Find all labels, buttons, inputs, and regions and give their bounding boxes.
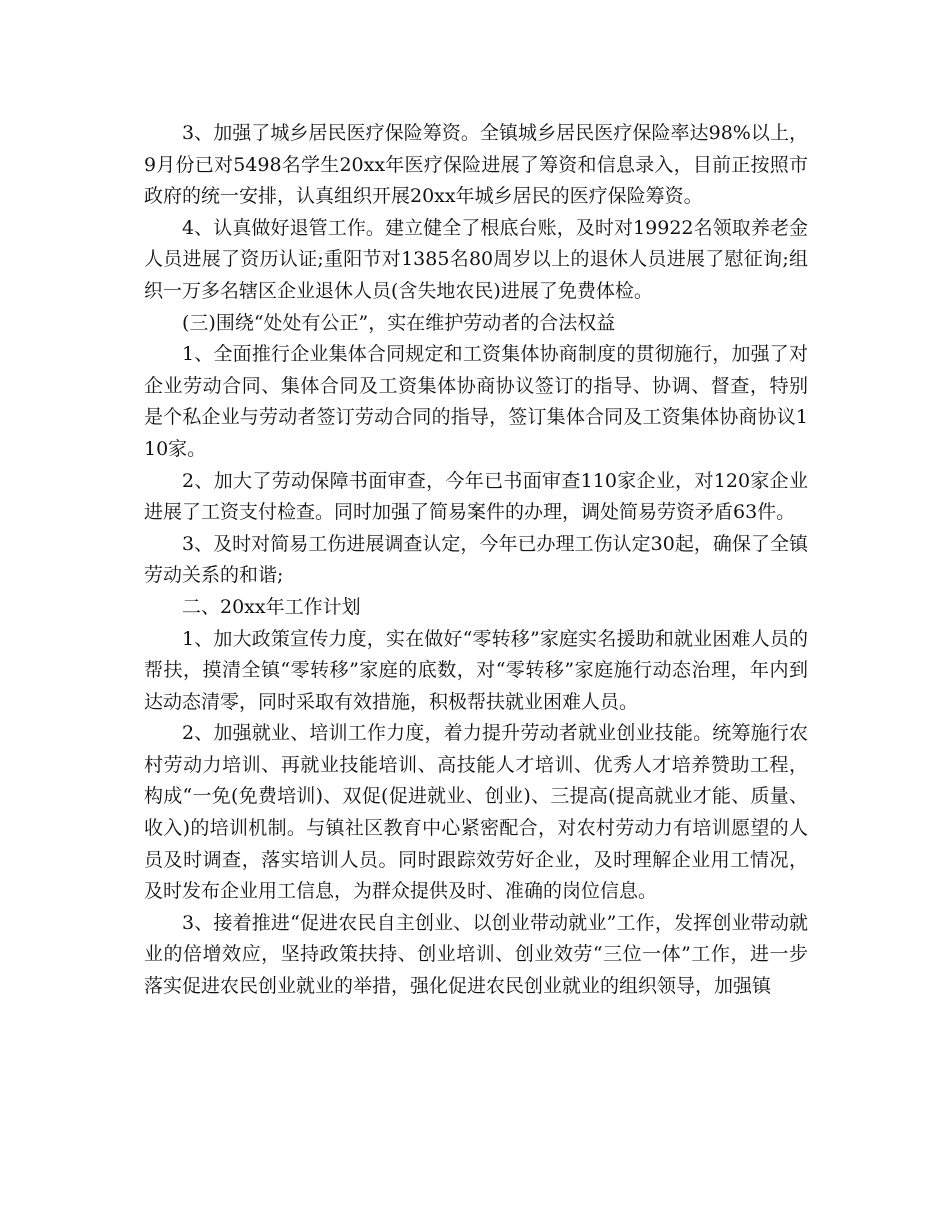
section-heading-fairness: (三)围绕“处处有公正”，实在维护劳动者的合法权益 bbox=[182, 311, 616, 334]
paragraph-collective-contract: 1、全面推行企业集体合同规定和工资集体协商制度的贯彻施行，加强了对企业劳动合同、集体合同及工资集体协商协议签订的指导、协调、督查，特别是个私企业与劳动者签订劳动合同的指导，签订集体合同及工资集体协商协议110家。 bbox=[144, 343, 808, 460]
paragraph-policy-publicity: 1、加大政策宣传力度，实在做好“零转移”家庭实名援助和就业困难人员的帮扶，摸清全镇“零转移”家庭的底数，对“零转移”家庭施行动态治理，年内到达动态清零，同时采取有效措施，积极帮扶就业困难人员。 bbox=[144, 627, 808, 713]
paragraph-work-injury: 3、及时对简易工伤进展调查认定，今年已办理工伤认定30起，确保了全镇劳动关系的和谐; bbox=[144, 532, 808, 587]
section-heading-work-plan: 二、20xx年工作计划 bbox=[182, 595, 361, 618]
paragraph-medical-insurance: 3、加强了城乡居民医疗保险筹资。全镇城乡居民医疗保险率达98%以上，9月份已对5498名学生20xx年医疗保险进展了筹资和信息录入，目前正按照市政府的统一安排，认真组织开展20xx年城乡居民的医疗保险筹资。 bbox=[144, 122, 808, 208]
paragraph-entrepreneurship: 3、接着推进“促进农民自主创业、以创业带动就业”工作，发挥创业带动就业的倍增效应，坚持政策扶持、创业培训、创业效劳“三位一体”工作，进一步落实促进农民创业就业的举措，强化促进农民创业就业的组织领导，加强镇 bbox=[144, 911, 808, 998]
paragraph-employment-training: 2、加强就业、培训工作力度，着力提升劳动者就业创业技能。统筹施行农村劳动力培训、再就业技能培训、高技能人才培训、优秀人才培养赞助工程，构成“一免(免费培训)、双促(促进就业、创业)、三提高(提高就业才能、质量、收入)的培训机制。与镇社区教育中心紧密配合，对农村劳动力有培训愿望的人员及时调查，落实培训人员。同时跟踪效劳好企业，及时理解企业用工情况，及时发布企业用工信息，为群众提供及时、准确的岗位信息。 bbox=[144, 722, 808, 903]
paragraph-retirement-management: 4、认真做好退管工作。建立健全了根底台账，及时对19922名领取养老金人员进展了资历认证;重阳节对1385名80周岁以上的退休人员进展了慰征询;组织一万多名辖区企业退休人员(含失地农民)进展了免费体检。 bbox=[144, 216, 808, 302]
paragraph-labor-review: 2、加大了劳动保障书面审查，今年已书面审查110家企业，对120家企业进展了工资支付检查。同时加强了简易案件的办理，调处简易劳资矛盾63件。 bbox=[144, 469, 808, 524]
document-body bbox=[144, 118, 808, 1003]
